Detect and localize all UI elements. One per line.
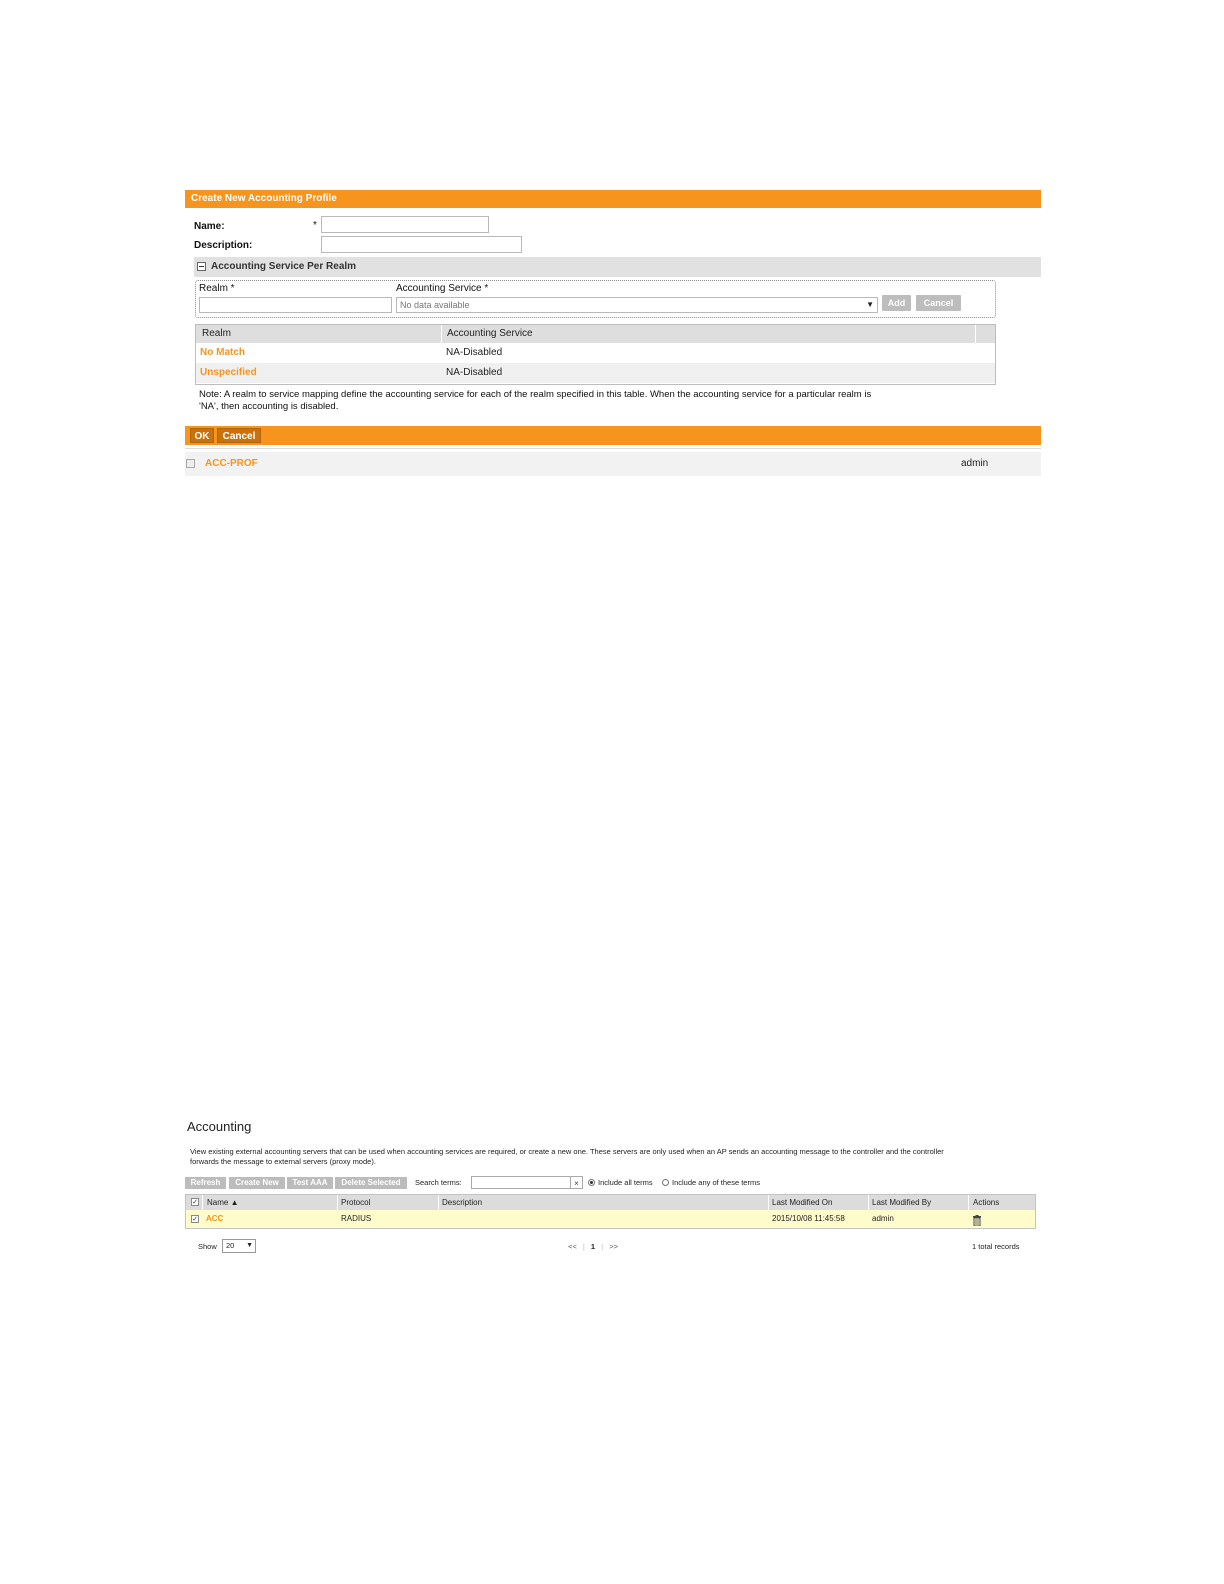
service-field-label: Accounting Service * (396, 283, 489, 294)
page-description (190, 1147, 1035, 1167)
profile-list-row[interactable] (185, 452, 1041, 476)
show-label: Show (198, 1242, 217, 1251)
description-line: View existing external accounting servers that can be used when accounting services are required, or create a new one. These servers are only used when an AP sends an accounting message to the controller and the controller (190, 1147, 944, 1156)
create-accounting-profile-panel (185, 190, 1041, 476)
ok-button[interactable]: OK (190, 428, 214, 443)
description-line: forwards the message to external servers (proxy mode). (190, 1157, 376, 1166)
page-size-select[interactable] (222, 1239, 256, 1253)
pagination: << | 1 | >> (568, 1242, 618, 1251)
service-cell: NA-Disabled (446, 367, 503, 378)
search-input[interactable] (471, 1176, 571, 1189)
select-placeholder: No data available (400, 300, 470, 310)
refresh-button[interactable]: Refresh (185, 1177, 226, 1189)
realm-note (199, 389, 999, 413)
test-aaa-button[interactable]: Test AAA (287, 1177, 333, 1189)
realm-section-bar[interactable] (194, 257, 1041, 277)
last-modified-by-cell: admin (872, 1214, 894, 1223)
accounting-table (185, 1194, 1036, 1229)
column-divider (768, 1195, 769, 1210)
realm-table (195, 324, 996, 385)
column-divider (968, 1195, 969, 1210)
realm-link[interactable]: No Match (200, 347, 245, 358)
protocol-cell: RADIUS (341, 1214, 372, 1223)
column-divider (438, 1195, 439, 1210)
table-row[interactable] (196, 343, 995, 363)
prev-page-link[interactable]: << (568, 1242, 577, 1251)
column-divider (441, 325, 442, 343)
table-header (186, 1195, 1035, 1210)
column-header-service[interactable]: Accounting Service (447, 328, 533, 339)
total-records: 1 total records (972, 1242, 1020, 1251)
realm-field-label: Realm * (199, 283, 235, 294)
table-row[interactable] (196, 363, 995, 383)
form-cancel-button[interactable]: Cancel (916, 295, 961, 311)
include-all-radio[interactable] (588, 1179, 595, 1186)
column-header-actions: Actions (973, 1198, 1000, 1207)
note-line: 'NA', then accounting is disabled. (199, 401, 339, 412)
column-divider (202, 1195, 203, 1210)
column-divider (337, 1195, 338, 1210)
description-input[interactable] (321, 236, 522, 253)
column-header-protocol[interactable]: Protocol (341, 1198, 371, 1207)
service-cell: NA-Disabled (446, 347, 503, 358)
include-all-label: Include all terms (598, 1178, 653, 1187)
realm-link[interactable]: Unspecified (200, 367, 257, 378)
required-mark: * (313, 220, 317, 231)
row-checkbox[interactable]: ✓ (192, 1216, 198, 1223)
page-title: Accounting (187, 1119, 252, 1134)
cancel-button[interactable]: Cancel (217, 428, 261, 443)
column-divider (868, 1195, 869, 1210)
column-header-last-modified-on[interactable]: Last Modified On (772, 1198, 833, 1207)
search-label: Search terms: (415, 1178, 462, 1187)
description-label: Description: (194, 240, 253, 251)
panel-header: Create New Accounting Profile (185, 190, 1041, 208)
accounting-list-panel (185, 1115, 1036, 1260)
server-name-link[interactable]: ACC (206, 1214, 224, 1223)
current-page[interactable]: 1 (590, 1242, 596, 1251)
include-any-radio[interactable] (662, 1179, 669, 1186)
next-page-link[interactable]: >> (609, 1242, 618, 1251)
create-new-button[interactable]: Create New (229, 1177, 285, 1189)
divider (185, 448, 1041, 449)
modified-by-cell: admin (961, 458, 989, 469)
include-any-label: Include any of these terms (672, 1178, 760, 1187)
table-row[interactable] (186, 1210, 1035, 1228)
column-header-last-modified-by[interactable]: Last Modified By (872, 1198, 932, 1207)
clear-search-icon[interactable]: × (571, 1176, 583, 1189)
chevron-down-icon[interactable]: ▼ (246, 1242, 253, 1249)
delete-selected-button[interactable]: Delete Selected (335, 1177, 407, 1189)
page-size-value: 20 (226, 1241, 235, 1250)
last-modified-on-cell: 2015/10/08 11:45:58 (772, 1214, 845, 1223)
name-input[interactable] (321, 216, 489, 233)
name-label: Name: (194, 221, 225, 232)
row-checkbox[interactable] (186, 459, 195, 468)
section-title: Accounting Service Per Realm (211, 261, 357, 272)
profile-name-link[interactable]: ACC-PROF (205, 458, 258, 469)
add-button[interactable]: Add (882, 295, 911, 311)
accounting-service-select[interactable] (396, 297, 878, 313)
column-divider (975, 325, 976, 343)
select-all-checkbox[interactable]: ✓ (192, 1199, 198, 1206)
panel-footer (185, 426, 1041, 445)
trash-icon[interactable] (972, 1213, 982, 1231)
column-header-realm[interactable]: Realm (202, 328, 231, 339)
column-header-description[interactable]: Description (442, 1198, 483, 1207)
collapse-icon[interactable] (197, 262, 206, 271)
note-line: Note: A realm to service mapping define the accounting service for each of the realm specified in this table. When the accounting service for a particular realm is (199, 389, 872, 400)
chevron-down-icon[interactable]: ▼ (866, 300, 874, 309)
realm-form (195, 280, 996, 318)
column-header-name[interactable]: Name ▲ (207, 1198, 239, 1207)
table-header (196, 325, 995, 343)
realm-input[interactable] (199, 297, 392, 313)
